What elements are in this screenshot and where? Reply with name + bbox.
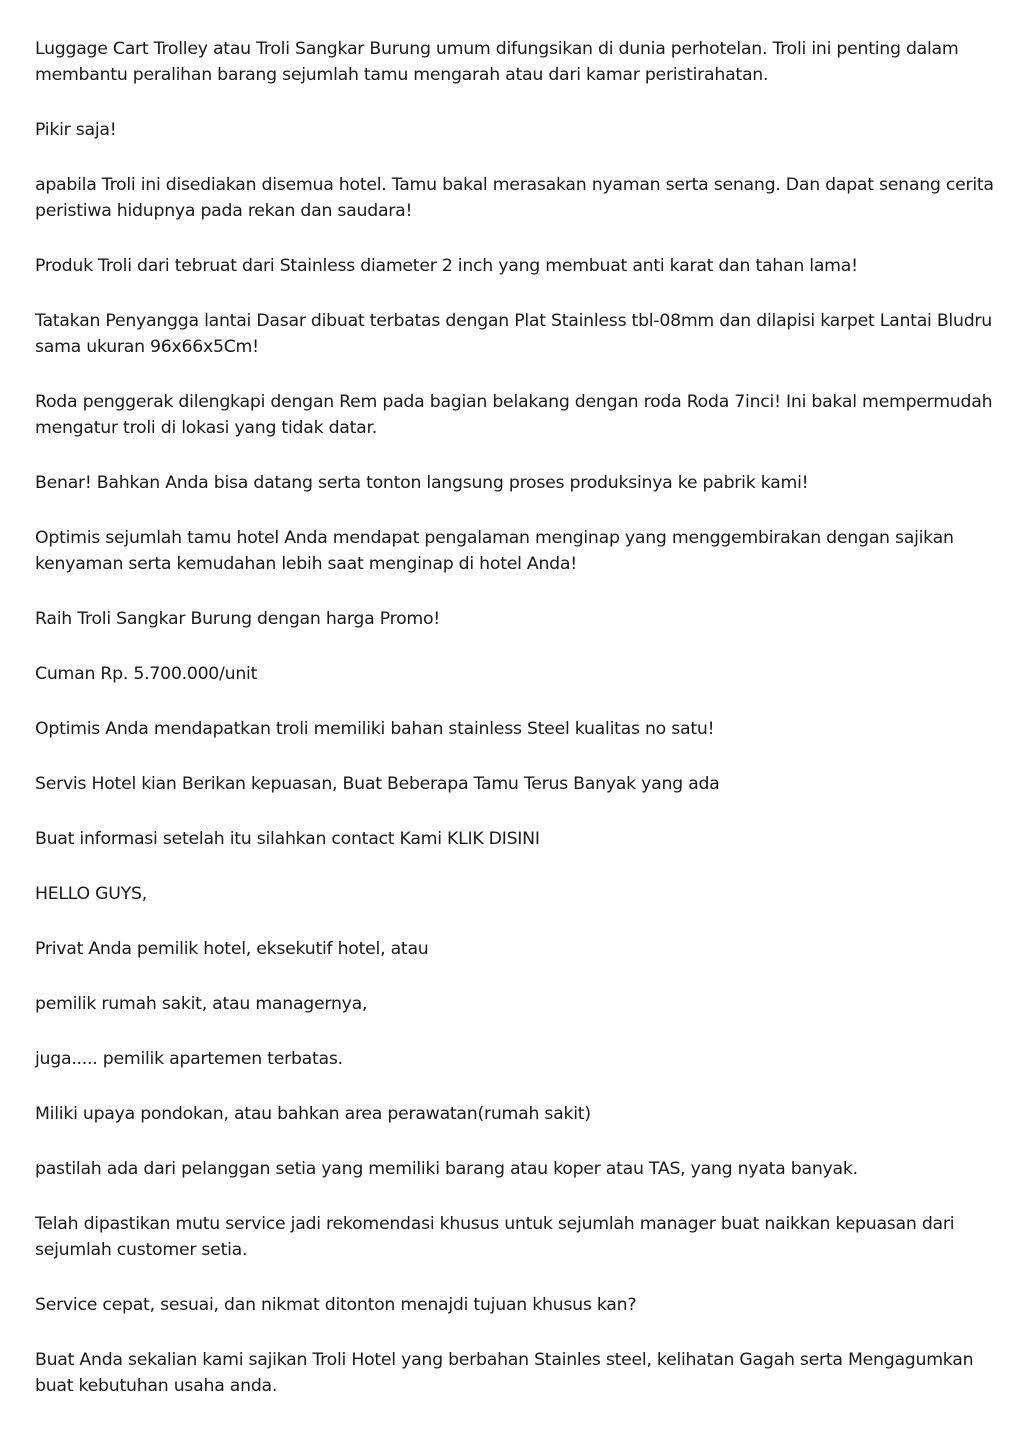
paragraph-mutu: Telah dipastikan mutu service jadi rekomendasi khusus untuk sejumlah manager buat naikkan kepuasan dari sejumlah customer setia. [35,1214,955,1260]
paragraph-pikir: Pikir saja! [35,120,117,140]
paragraph-apartemen: juga..... pemilik apartemen terbatas. [35,1049,343,1069]
paragraph-benar: Benar! Bahkan Anda bisa datang serta tonton langsung proses produksinya ke pabrik kami! [35,473,809,493]
paragraph-promo: Raih Troli Sangkar Burung dengan harga Promo! [35,609,440,629]
paragraph-optimis-tamu: Optimis sejumlah tamu hotel Anda mendapat pengalaman menginap yang menggembirakan dengan sajikan kenyaman serta kemudahan lebih saat menginap di hotel Anda! [35,528,954,574]
paragraph-servis: Servis Hotel kian Berikan kepuasan, Buat Beberapa Tamu Terus Banyak yang ada [35,774,720,794]
paragraph-roda: Roda penggerak dilengkapi dengan Rem pada bagian belakang dengan roda Roda 7inci! Ini bakal mempermudah mengatur troli di lokasi yang tidak datar. [35,392,993,438]
paragraph-intro: Luggage Cart Trolley atau Troli Sangkar Burung umum difungsikan di dunia perhotelan. Troli ini penting dalam membantu peralihan barang sejumlah tamu mengarah atau dari kamar peristirahatan. [35,39,959,85]
paragraph-hello: HELLO GUYS, [35,884,147,904]
paragraph-contact: Buat informasi setelah itu silahkan contact Kami KLIK DISINI [35,829,540,849]
paragraph-tatakan: Tatakan Penyangga lantai Dasar dibuat terbatas dengan Plat Stainless tbl-08mm dan dilapisi karpet Lantai Bludru sama ukuran 96x66x5Cm! [35,311,992,357]
paragraph-closing: Buat Anda sekalian kami sajikan Troli Hotel yang berbahan Stainles steel, kelihatan Gagah serta Mengagumkan buat kebutuhan usaha anda. [35,1350,974,1396]
paragraph-produk: Produk Troli dari tebruat dari Stainless diameter 2 inch yang membuat anti karat dan tahan lama! [35,256,858,276]
paragraph-optimis-bahan: Optimis Anda mendapatkan troli memiliki bahan stainless Steel kualitas no satu! [35,719,715,739]
paragraph-miliki: Miliki upaya pondokan, atau bahkan area perawatan(rumah sakit) [35,1104,591,1124]
paragraph-pelanggan: pastilah ada dari pelanggan setia yang memiliki barang atau koper atau TAS, yang nyata banyak. [35,1159,858,1179]
paragraph-hotel: apabila Troli ini disediakan disemua hotel. Tamu bakal merasakan nyaman serta senang. Dan dapat senang cerita peristiwa hidupnya pada rekan dan saudara! [35,175,994,221]
document-body [35,36,995,1428]
paragraph-price: Cuman Rp. 5.700.000/unit [35,664,258,684]
paragraph-privat: Privat Anda pemilik hotel, eksekutif hotel, atau [35,939,429,959]
paragraph-rumah-sakit: pemilik rumah sakit, atau managernya, [35,994,368,1014]
paragraph-service-cepat: Service cepat, sesuai, dan nikmat ditonton menajdi tujuan khusus kan? [35,1295,637,1315]
